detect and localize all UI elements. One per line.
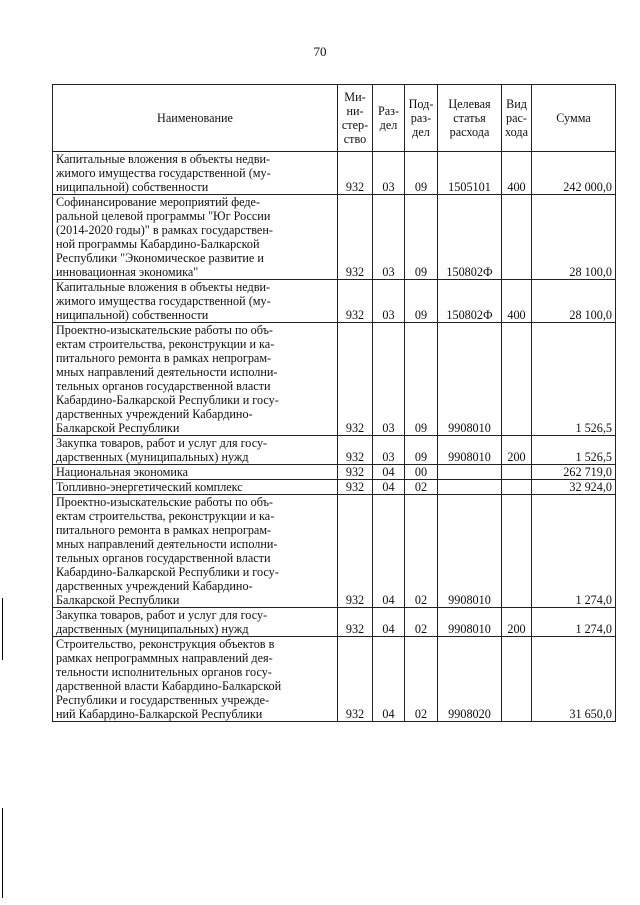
exp-type-cell bbox=[502, 465, 532, 480]
sum-cell: 1 274,0 bbox=[532, 495, 616, 608]
row-name-cell: Софинансирование мероприятий феде- ральной целевой программы "Юг России (2014-2020 годы)" в рамках государствен- ной программы Кабардино-Балкарской Республики "Экономическое развитие и инновационная экономика" bbox=[53, 195, 338, 280]
scan-edge-mark bbox=[2, 598, 3, 660]
sum-cell: 262 719,0 bbox=[532, 465, 616, 480]
row-name-cell: Капитальные вложения в объекты недви- жимого имущества государственной (му- ниципальной) собственности bbox=[53, 152, 338, 195]
table-row bbox=[53, 436, 616, 465]
ministry-cell: 932 bbox=[338, 480, 373, 495]
section-cell: 03 bbox=[373, 323, 405, 436]
table-row bbox=[53, 195, 616, 280]
table-row bbox=[53, 152, 616, 195]
subsection-cell: 00 bbox=[405, 465, 438, 480]
target-cell: 9908010 bbox=[438, 608, 502, 637]
section-cell: 03 bbox=[373, 280, 405, 323]
subsection-cell: 09 bbox=[405, 195, 438, 280]
section-cell: 04 bbox=[373, 465, 405, 480]
target-cell bbox=[438, 480, 502, 495]
row-name-cell: Топливно-энергетический комплекс bbox=[53, 480, 338, 495]
header-sum: Сумма bbox=[532, 85, 616, 152]
budget-table bbox=[52, 84, 616, 722]
row-name-cell: Проектно-изыскательские работы по объ- ектам строительства, реконструкции и ка- питального ремонта в рамках непрограм- мных направлений деятельности исполни- тельных органов государственной власти Кабардино-Балкарской Республики и госу- дарственных учреждений Кабардино- Балкарской Республики bbox=[53, 495, 338, 608]
subsection-cell: 02 bbox=[405, 637, 438, 722]
table-row bbox=[53, 280, 616, 323]
target-cell bbox=[438, 465, 502, 480]
exp-type-cell: 400 bbox=[502, 280, 532, 323]
exp-type-cell: 200 bbox=[502, 608, 532, 637]
exp-type-cell: 400 bbox=[502, 152, 532, 195]
target-cell: 9908020 bbox=[438, 637, 502, 722]
page-number: 70 bbox=[313, 44, 327, 59]
subsection-cell: 09 bbox=[405, 152, 438, 195]
sum-cell: 1 274,0 bbox=[532, 608, 616, 637]
table-row bbox=[53, 465, 616, 480]
header-target: Целевая статья расхода bbox=[438, 85, 502, 152]
subsection-cell: 09 bbox=[405, 323, 438, 436]
sum-cell: 32 924,0 bbox=[532, 480, 616, 495]
sum-cell: 1 526,5 bbox=[532, 436, 616, 465]
subsection-cell: 09 bbox=[405, 280, 438, 323]
exp-type-cell bbox=[502, 637, 532, 722]
target-cell: 9908010 bbox=[438, 323, 502, 436]
scan-edge-mark bbox=[2, 808, 3, 898]
table-row bbox=[53, 608, 616, 637]
ministry-cell: 932 bbox=[338, 637, 373, 722]
exp-type-cell bbox=[502, 323, 532, 436]
subsection-cell: 09 bbox=[405, 436, 438, 465]
table-row bbox=[53, 480, 616, 495]
exp-type-cell: 200 bbox=[502, 436, 532, 465]
header-subsection: Под- раз- дел bbox=[405, 85, 438, 152]
table-row bbox=[53, 637, 616, 722]
subsection-cell: 02 bbox=[405, 495, 438, 608]
subsection-cell: 02 bbox=[405, 608, 438, 637]
row-name-cell: Капитальные вложения в объекты недви- жимого имущества государственной (му- ниципальной) собственности bbox=[53, 280, 338, 323]
row-name-cell: Проектно-изыскательские работы по объ- ектам строительства, реконструкции и ка- питального ремонта в рамках непрограм- мных направлений деятельности исполни- тельных органов государственной власти Кабардино-Балкарской Республики и госу- дарственных учреждений Кабардино- Балкарской Республики bbox=[53, 323, 338, 436]
target-cell: 9908010 bbox=[438, 495, 502, 608]
sum-cell: 31 650,0 bbox=[532, 637, 616, 722]
sum-cell: 1 526,5 bbox=[532, 323, 616, 436]
target-cell: 150802Ф bbox=[438, 195, 502, 280]
sum-cell: 28 100,0 bbox=[532, 280, 616, 323]
target-cell: 150802Ф bbox=[438, 280, 502, 323]
target-cell: 9908010 bbox=[438, 436, 502, 465]
section-cell: 04 bbox=[373, 637, 405, 722]
exp-type-cell bbox=[502, 195, 532, 280]
subsection-cell: 02 bbox=[405, 480, 438, 495]
header-exp-type: Вид рас- хода bbox=[502, 85, 532, 152]
ministry-cell: 932 bbox=[338, 195, 373, 280]
ministry-cell: 932 bbox=[338, 465, 373, 480]
exp-type-cell bbox=[502, 495, 532, 608]
section-cell: 04 bbox=[373, 608, 405, 637]
row-name-cell: Национальная экономика bbox=[53, 465, 338, 480]
section-cell: 03 bbox=[373, 195, 405, 280]
table-row bbox=[53, 495, 616, 608]
target-cell: 1505101 bbox=[438, 152, 502, 195]
exp-type-cell bbox=[502, 480, 532, 495]
ministry-cell: 932 bbox=[338, 608, 373, 637]
ministry-cell: 932 bbox=[338, 323, 373, 436]
ministry-cell: 932 bbox=[338, 436, 373, 465]
table-header-row bbox=[53, 85, 616, 152]
ministry-cell: 932 bbox=[338, 280, 373, 323]
section-cell: 04 bbox=[373, 480, 405, 495]
sum-cell: 28 100,0 bbox=[532, 195, 616, 280]
ministry-cell: 932 bbox=[338, 152, 373, 195]
header-name: Наименование bbox=[53, 85, 338, 152]
header-section: Раз- дел bbox=[373, 85, 405, 152]
row-name-cell: Закупка товаров, работ и услуг для госу- дарственных (муниципальных) нужд bbox=[53, 608, 338, 637]
section-cell: 03 bbox=[373, 436, 405, 465]
row-name-cell: Строительство, реконструкция объектов в рамках непрограммных направлений дея- тельности исполнительных органов госу- дарственной власти Кабардино-Балкарской Республики и государственных учрежде- ний Кабардино-Балкарской Республики bbox=[53, 637, 338, 722]
ministry-cell: 932 bbox=[338, 495, 373, 608]
section-cell: 03 bbox=[373, 152, 405, 195]
header-ministry: Ми- ни- стер- ство bbox=[338, 85, 373, 152]
section-cell: 04 bbox=[373, 495, 405, 608]
row-name-cell: Закупка товаров, работ и услуг для госу- дарственных (муниципальных) нужд bbox=[53, 436, 338, 465]
table-row bbox=[53, 323, 616, 436]
sum-cell: 242 000,0 bbox=[532, 152, 616, 195]
